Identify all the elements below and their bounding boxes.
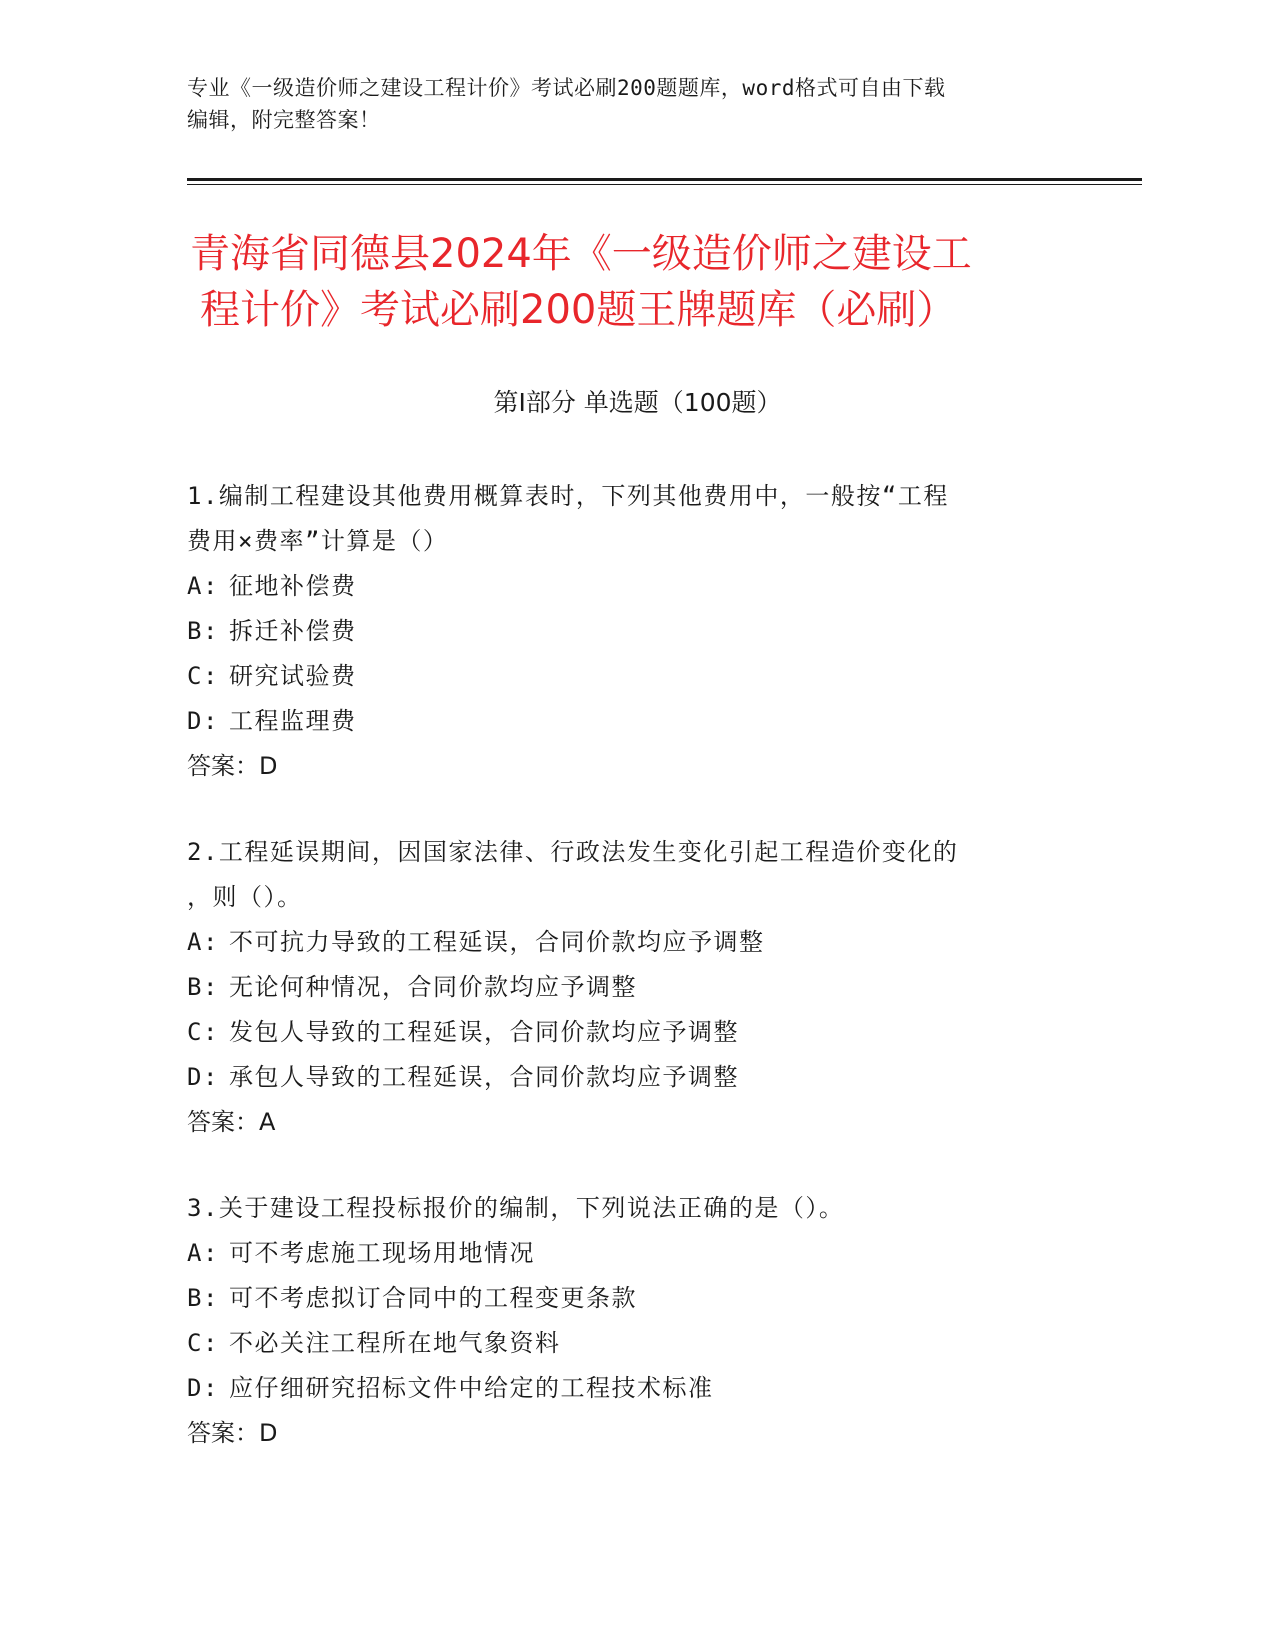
section-heading: 第Ⅰ部分 单选题（100题）	[493, 388, 782, 417]
document-title-line-2: 程计价》考试必刷200题王牌题库（必刷）	[200, 287, 957, 333]
question-2	[187, 830, 1067, 1145]
question-stem-line: 2.工程延误期间，因国家法律、行政法发生变化引起工程造价变化的	[187, 838, 959, 866]
option-text: 征地补偿费	[229, 572, 357, 600]
header-note-line-1: 专业《一级造价师之建设工程计价》考试必刷200题题库，word格式可自由下载	[187, 76, 946, 100]
header-note	[187, 72, 1087, 136]
document-title-line-1: 青海省同德县2024年《一级造价师之建设工	[190, 231, 972, 277]
option-letter: C:	[187, 662, 219, 690]
question-stem-line: 费用×费率”计算是（）	[187, 527, 449, 555]
option-a	[187, 1231, 1067, 1276]
option-letter: A:	[187, 928, 219, 956]
option-a	[187, 564, 1067, 609]
option-text: 承包人导致的工程延误，合同价款均应予调整	[229, 1063, 739, 1091]
option-c	[187, 654, 1067, 699]
option-text: 不必关注工程所在地气象资料	[229, 1329, 561, 1357]
option-letter: D:	[187, 707, 219, 735]
option-letter: C:	[187, 1018, 219, 1046]
header-rule-thick	[187, 178, 1142, 181]
option-text: 可不考虑拟订合同中的工程变更条款	[229, 1284, 637, 1312]
option-letter: B:	[187, 973, 219, 1001]
option-text: 应仔细研究招标文件中给定的工程技术标准	[229, 1374, 714, 1402]
option-letter: A:	[187, 1239, 219, 1267]
question-stem-line: 3.关于建设工程投标报价的编制，下列说法正确的是（）。	[187, 1194, 845, 1222]
question-3	[187, 1186, 1067, 1456]
option-b	[187, 1276, 1067, 1321]
option-text: 不可抗力导致的工程延误，合同价款均应予调整	[229, 928, 765, 956]
question-list	[187, 474, 1067, 1497]
option-text: 拆迁补偿费	[229, 617, 357, 645]
answer: 答案：A	[187, 1108, 276, 1136]
option-b	[187, 965, 1067, 1010]
option-b	[187, 609, 1067, 654]
option-text: 研究试验费	[229, 662, 357, 690]
question-stem-line: 1.编制工程建设其他费用概算表时，下列其他费用中，一般按“工程	[187, 482, 949, 510]
document-title	[190, 226, 1090, 338]
option-letter: D:	[187, 1063, 219, 1091]
option-letter: A:	[187, 572, 219, 600]
question-stem-line: ，则（）。	[187, 883, 303, 911]
option-text: 可不考虑施工现场用地情况	[229, 1239, 535, 1267]
option-text: 工程监理费	[229, 707, 357, 735]
option-letter: B:	[187, 617, 219, 645]
header-rule-thin	[187, 184, 1142, 185]
option-d	[187, 699, 1067, 744]
answer: 答案：D	[187, 752, 278, 780]
header-note-line-2: 编辑，附完整答案！	[187, 108, 381, 132]
option-d	[187, 1055, 1067, 1100]
option-c	[187, 1321, 1067, 1366]
option-a	[187, 920, 1067, 965]
option-text: 发包人导致的工程延误，合同价款均应予调整	[229, 1018, 739, 1046]
option-letter: D:	[187, 1374, 219, 1402]
answer: 答案：D	[187, 1419, 278, 1447]
option-text: 无论何种情况，合同价款均应予调整	[229, 973, 637, 1001]
option-c	[187, 1010, 1067, 1055]
option-letter: C:	[187, 1329, 219, 1357]
question-1	[187, 474, 1067, 789]
option-letter: B:	[187, 1284, 219, 1312]
option-d	[187, 1366, 1067, 1411]
